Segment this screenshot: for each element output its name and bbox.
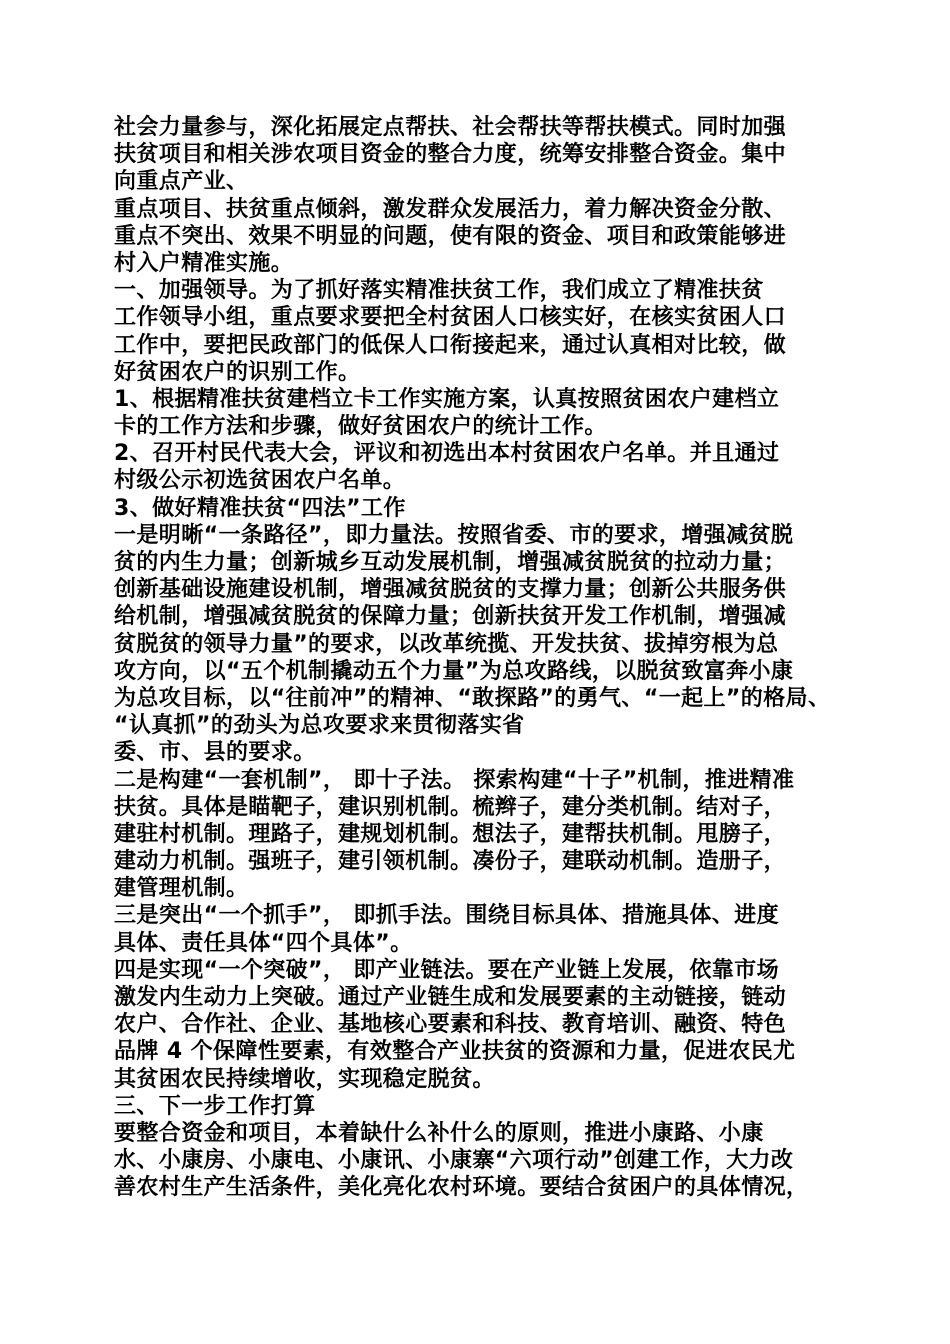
text-line: 一是明晰“一条路径”，即力量法。按照省委、市的要求，增强减贫脱 — [114, 522, 794, 548]
text-line: 村级公示初选贫困农户名单。 — [114, 468, 406, 494]
text-line: 二是构建“一套机制”， 即十子法。 探索构建“十子”机制，推进精准 — [114, 767, 795, 793]
text-line: 建动力机制。强班子，建引领机制。凑份子，建联动机制。造册子， — [114, 849, 787, 875]
text-line: 四是实现“一个突破”， 即产业链法。要在产业链上发展，依靠市场 — [114, 957, 779, 983]
text-line: 其贫困农民持续增收，实现稳定脱贫。 — [114, 1066, 495, 1092]
text-line: 给机制，增强减贫脱贫的保障力量；创新扶贫开发工作机制，增强减 — [114, 604, 787, 630]
text-line: 向重点产业、 — [114, 169, 249, 195]
text-line: 要整合资金和项目，本着缺什么补什么的原则，推进小康路、小康 — [114, 1120, 764, 1146]
text-line: 扶贫项目和相关涉农项目资金的整合力度，统筹安排整合资金。集中 — [114, 142, 787, 168]
text-line: 善农村生产生活条件，美化亮化农村环境。要结合贫困户的具体情况， — [114, 1175, 809, 1201]
text-line: 村入户精准实施。 — [114, 250, 294, 276]
text-line: 2、召开村民代表大会，评议和初选出本村贫困农户名单。并且通过 — [114, 441, 780, 467]
text-line: 重点不突出、效果不明显的问题，使有限的资金、项目和政策能够进 — [114, 223, 787, 249]
text-line: 工作中，要把民政部门的低保人口衔接起来，通过认真相对比较，做 — [114, 332, 787, 358]
text-line: 建驻村机制。理路子，建规划机制。想法子，建帮扶机制。甩膀子， — [114, 821, 787, 847]
text-line: 建管理机制。 — [114, 876, 249, 902]
text-line: 三是突出“一个抓手”， 即抓手法。围绕目标具体、措施具体、进度 — [114, 903, 779, 929]
text-line: 扶贫。具体是瞄靶子，建识别机制。梳辫子，建分类机制。结对子， — [114, 794, 787, 820]
text-line: 贫脱贫的领导力量”的要求，以改革统揽、开发扶贫、拔掉穷根为总 — [114, 631, 779, 657]
text-line: 水、小康房、小康电、小康讯、小康寨“六项行动”创建工作，大力改 — [114, 1148, 794, 1174]
document-body — [114, 114, 844, 1202]
text-line: 攻方向，以“五个机制撬动五个力量”为总攻路线，以脱贫致富奔小康 — [114, 658, 794, 684]
text-line: 具体、责任具体“四个具体”。 — [114, 930, 413, 956]
text-line: 贫的内生力量；创新城乡互动发展机制，增强减贫脱贫的拉动力量； — [114, 550, 787, 575]
text-line: 重点项目、扶贫重点倾斜，激发群众发展活力，着力解决资金分散、 — [114, 196, 787, 222]
text-line: 社会力量参与，深化拓展定点帮扶、社会帮扶等帮扶模式。同时加强 — [114, 115, 787, 140]
text-line: 工作领导小组，重点要求要把全村贫困人口核实好，在核实贫困人口 — [114, 305, 787, 331]
text-line: 委、市、县的要求。 — [114, 740, 316, 766]
text-line: 农户、合作社、企业、基地核心要素和科技、教育培训、融资、特色 — [114, 1012, 787, 1038]
text-line: 一、加强领导。为了抓好落实精准扶贫工作，我们成立了精准扶贫 — [114, 278, 764, 304]
text-line: 卡的工作方法和步骤，做好贫困农户的统计工作。 — [114, 414, 607, 440]
text-line: 为总攻目标，以“往前冲”的精神、“敢探路”的勇气、“一起上”的格局、 — [114, 685, 831, 711]
text-line: “认真抓”的劲头为总攻要求来贯彻落实省 — [114, 713, 525, 739]
text-line: 激发内生动力上突破。通过产业链生成和发展要素的主动链接，链动 — [114, 985, 787, 1010]
text-line: 品牌 4 个保障性要素，有效整合产业扶贫的资源和力量，促进农民尤 — [114, 1039, 796, 1065]
text-line: 创新基础设施建设机制，增强减贫脱贫的支撑力量；创新公共服务供 — [114, 577, 787, 603]
text-line: 三、下一步工作打算 — [114, 1093, 316, 1119]
text-line: 好贫困农户的识别工作。 — [114, 359, 361, 385]
text-line: 3、做好精准扶贫“四法”工作 — [114, 495, 406, 521]
text-line: 1、根据精准扶贫建档立卡工作实施方案，认真按照贫困农户建档立 — [114, 386, 780, 412]
